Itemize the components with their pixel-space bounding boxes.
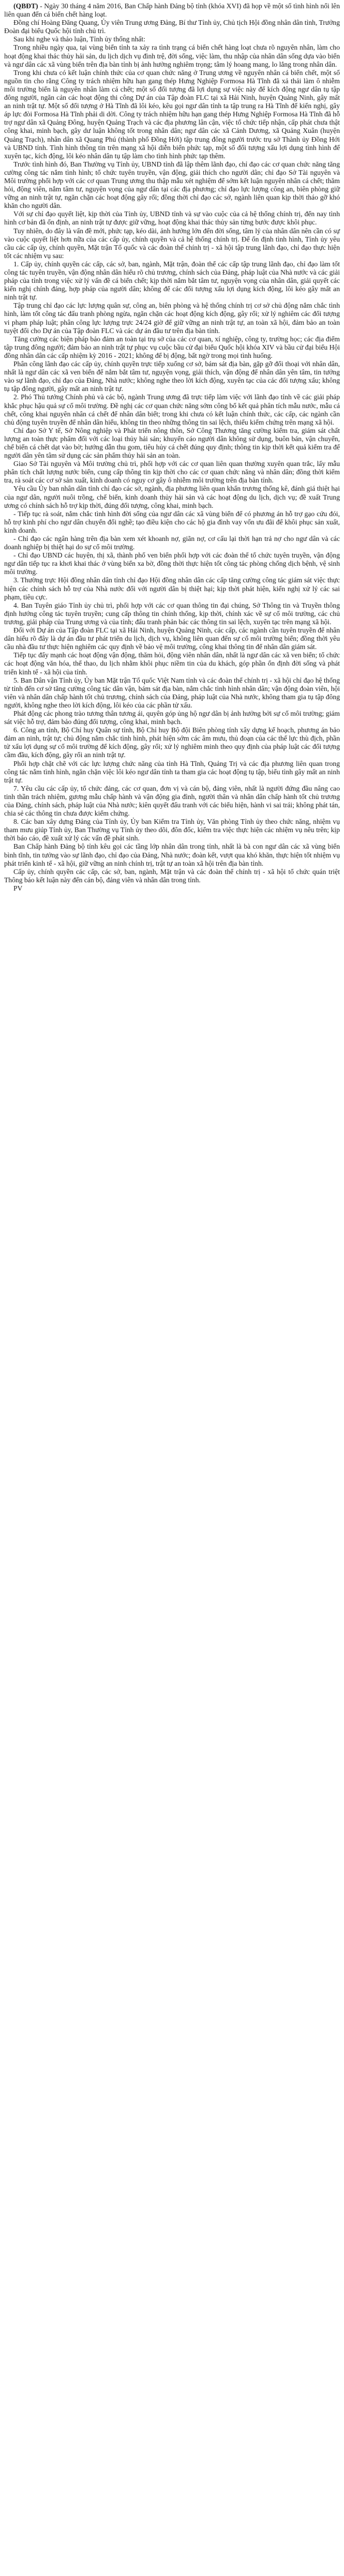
paragraph-text: Trước tình hình đó, Ban Thường vụ Tỉnh ủy, UBND tỉnh đã lập thêm lãnh đạo, chỉ đạo các cơ quan chức năng tăng cường công tác nắm tình hình; tổ chức tuyên truyền, vận động, giải thích cho người dân; chỉ đạo Sở Tài nguyên và Môi trường phối hợp với các cơ quan Trung ương thu thập mẫu xét nghiệm để sớm kết luận nguyên nhân cá chết; thăm hỏi, động viên, nắm tâm tư, nguyện vọng của ngư dân tại các địa phương; chỉ đạo lực lượng công an, biên phòng giữ vững an ninh trật tự, ngăn chặn các hoạt động gây rối; đồng thời chỉ đạo các sở, ngành liên quan kịp thời tháo gỡ khó khăn cho người dân. xyxy=(4,160,340,210)
article-paragraph xyxy=(4,69,340,160)
article-body xyxy=(4,2,340,893)
article-paragraph xyxy=(4,210,340,227)
article-paragraph xyxy=(4,726,340,759)
paragraph-text: Tập trung chỉ đạo các lực lượng quân sự, công an, biên phòng và hệ thống chính trị cơ sở chủ động nắm chắc tình hình, làm tốt công tác đấu tranh phòng ngừa, ngăn chặn các hoạt động kích động, gây rối; xử lý nghiêm các đối tượng vi phạm pháp luật; phân công lực lượng trực 24/24 giờ để giữ vững an ninh trật tự, an toàn xã hội, đảm bảo an toàn tuyệt đối cho Dự án của Tập đoàn FLC và các dự án đầu tư trên địa bàn tỉnh. xyxy=(4,302,340,335)
article-paragraph xyxy=(4,818,340,842)
article-paragraph xyxy=(4,360,340,393)
paragraph-text: 6. Công an tỉnh, Bộ Chỉ huy Quân sự tỉnh, Bộ Chỉ huy Bộ đội Biên phòng tỉnh xây dựng kế hoạch, phương án bảo đảm an ninh, trật tự; chủ động nắm chắc tình hình, phát hiện sớm các âm mưu, thủ đoạn của các thế lực thù địch, phần tử xấu lợi dụng sự cố môi trường để kích động, gây rối; xử lý nghiêm minh theo quy định của pháp luật các đối tượng cầm đầu, kích động, gây rối an ninh trật tự. xyxy=(4,726,340,759)
paragraph-text: Sau khi nghe và thảo luận, Tỉnh ủy thống nhất: xyxy=(13,35,145,43)
paragraph-text: Phối hợp chặt chẽ với các lực lượng chức năng của tỉnh Hà Tĩnh, Quảng Trị và các địa phương liên quan trong công tác nắm tình hình, ngăn chặn việc lôi kéo ngư dân tỉnh ta tham gia các hoạt động tụ tập, biểu tình gây mất an ninh trật tự. xyxy=(4,759,340,784)
paragraph-text: - Chỉ đạo các ngân hàng trên địa bàn xem xét khoanh nợ, giãn nợ, cơ cấu lại thời hạn trả nợ cho ngư dân và các doanh nghiệp bị thiệt hại do sự cố môi trường. xyxy=(4,535,340,551)
paragraph-text: 4. Ban Tuyên giáo Tỉnh ủy chủ trì, phối hợp với các cơ quan thông tin đại chúng, Sở Thông tin và Truyền thông định hướng công tác tuyên truyền; cung cấp thông tin chính thống, kịp thời, chính xác về sự cố môi trường, các chủ trương, giải pháp của Trung ương và của tỉnh; đấu tranh phản bác các thông tin sai lệch, xuyên tạc trên mạng xã hội. xyxy=(4,601,340,626)
paragraph-text: Tiếp tục đẩy mạnh các hoạt động vận động, thăm hỏi, động viên nhân dân, nhất là ngư dân các xã ven biển; tổ chức các hoạt động văn hóa, thể thao, du lịch nhằm khôi phục niềm tin của du khách, góp phần ổn định đời sống và phát triển kinh tế - xã hội của tỉnh. xyxy=(4,651,340,676)
paragraph-text: Trong nhiều ngày qua, tại vùng biển tỉnh ta xảy ra tình trạng cá biển chết hàng loạt chưa rõ nguyên nhân, làm cho hoạt động khai thác thủy hải sản, du lịch dịch vụ đình trệ, đời sống, việc làm, thu nhập của nhân dân sống dựa vào biển và ngư dân các xã vùng biển trên địa bàn tỉnh bị ảnh hưởng nghiêm trọng; tâm lý hoang mang, lo lắng trong nhân dân. xyxy=(4,43,340,68)
article-paragraph xyxy=(4,868,340,884)
paragraph-text: Cấp ủy, chính quyền các cấp, các sở, ban, ngành, Mặt trận và các đoàn thể chính trị - xã hội tổ chức quán triệt Thông báo kết luận này đến cán bộ, đảng viên và nhân dân trong tỉnh. xyxy=(4,867,340,884)
article-paragraph xyxy=(4,510,340,535)
paragraph-text: 1. Cấp ủy, chính quyền các cấp, các sở, ban, ngành, Mặt trận, đoàn thể các cấp tập trung lãnh đạo, chỉ đạo làm tốt công tác tuyên truyền, vận động nhân dân hiểu rõ chủ trương, chính sách của Đảng, pháp luật của Nhà nước và các giải pháp của tỉnh trong việc xử lý vấn đề cá biển chết; kịp thời nắm bắt tâm tư, nguyện vọng của nhân dân, giải quyết các kiến nghị chính đáng, hợp pháp của người dân; không để các đối tượng xấu lợi dụng kích động, lôi kéo gây mất an ninh trật tự. xyxy=(4,260,340,302)
article-paragraph xyxy=(4,227,340,260)
paragraph-text: Chỉ đạo Sở Y tế, Sở Nông nghiệp và Phát triển nông thôn, Sở Công Thương tăng cường kiểm tra, giám sát chất lượng an toàn thực phẩm đối với các loại thủy hải sản; khuyến cáo người dân không sử dụng, buôn bán, vận chuyển, chế biến cá chết dạt vào bờ; hướng dẫn thu gom, tiêu hủy cá chết đúng quy định; thông tin kịp thời kết quả kiểm tra để người dân yên tâm sử dụng các sản phẩm thủy hải sản an toàn. xyxy=(4,426,340,460)
lead-tag: (QBĐT) xyxy=(13,2,38,10)
article-paragraph xyxy=(4,551,340,576)
paragraph-text: - Tiếp tục rà soát, nắm chắc tình hình đời sống của ngư dân các xã vùng biển để có phương án hỗ trợ gạo cứu đói, hỗ trợ kinh phí cho ngư dân chuyển đổi nghề; tạo điều kiện cho các hộ gia đình vay vốn ưu đãi để khôi phục sản xuất, kinh doanh. xyxy=(4,509,340,534)
paragraph-text: 8. Các ban xây dựng Đảng của Tỉnh ủy, Ủy ban Kiểm tra Tỉnh ủy, Văn phòng Tỉnh ủy theo chức năng, nhiệm vụ tham mưu giúp Tỉnh ủy, Ban Thường vụ Tỉnh ủy theo dõi, đôn đốc, kiểm tra việc thực hiện các nhiệm vụ nêu trên; kịp thời báo cáo, đề xuất xử lý các vấn đề phát sinh. xyxy=(4,818,340,842)
paragraph-text: - Chỉ đạo UBND các huyện, thị xã, thành phố ven biển phối hợp với các đoàn thể tổ chức tuyên truyền, vận động ngư dân tiếp tục ra khơi khai thác ở vùng biển xa bờ, đồng thời thực hiện tốt công tác phòng chống dịch bệnh, vệ sinh môi trường. xyxy=(4,551,340,576)
paragraph-text: Với sự chỉ đạo quyết liệt, kịp thời của Tỉnh ủy, UBND tỉnh và sự vào cuộc của cả hệ thống chính trị, đến nay tình hình cơ bản đã ổn định, an ninh trật tự được giữ vững, hoạt động khai thác thủy sản từng bước được khôi phục. xyxy=(4,210,340,227)
article-paragraph xyxy=(4,2,340,19)
article-paragraph xyxy=(4,485,340,509)
author-signature: PV xyxy=(13,884,23,892)
article-paragraph xyxy=(4,335,340,360)
article-paragraph xyxy=(4,676,340,710)
article-paragraph xyxy=(4,460,340,485)
article-paragraph xyxy=(4,576,340,601)
article-paragraph xyxy=(4,43,340,68)
paragraph-text: 7. Yêu cầu các cấp ủy, tổ chức đảng, các cơ quan, đơn vị và cán bộ, đảng viên, nhất là người đứng đầu nâng cao tinh thần trách nhiệm, gương mẫu chấp hành và vận động gia đình, người thân và nhân dân chấp hành tốt chủ trương của Đảng, chính sách, pháp luật của Nhà nước; kiên quyết đấu tranh với các biểu hiện, hành vi sai trái; không phát tán, chia sẻ các thông tin chưa được kiểm chứng. xyxy=(4,784,340,818)
paragraph-text: Ban Chấp hành Đảng bộ tỉnh kêu gọi các tầng lớp nhân dân trong tỉnh, nhất là bà con ngư dân các xã vùng biển bình tĩnh, tin tưởng vào sự lãnh đạo, chỉ đạo của Đảng, Nhà nước; đoàn kết, vượt qua khó khăn, thực hiện tốt nhiệm vụ phát triển kinh tế - xã hội, giữ vững an ninh chính trị, trật tự an toàn xã hội trên địa bàn tỉnh. xyxy=(4,842,340,867)
article-paragraph xyxy=(4,160,340,210)
article-paragraph xyxy=(4,785,340,818)
article-paragraph xyxy=(4,601,340,626)
article-paragraph xyxy=(4,427,340,460)
article-paragraph xyxy=(4,260,340,302)
paragraph-text: Tăng cường các biện pháp bảo đảm an toàn tại trụ sở của các cơ quan, xí nghiệp, công ty, trường học; các địa điểm tập trung đông người; đảm bảo an ninh trật tự phục vụ cuộc bầu cử đại biểu Quốc hội khóa XIV và bầu cử đại biểu Hội đồng nhân dân các cấp nhiệm kỳ 2016 - 2021; không để bị động, bất ngờ trong mọi tình huống. xyxy=(4,335,340,359)
paragraph-text: Đồng chí Hoàng Đăng Quang, Ủy viên Trung ương Đảng, Bí thư Tỉnh ủy, Chủ tịch Hội đồng nhân dân tỉnh, Trưởng Đoàn đại biểu Quốc hội tỉnh chủ trì. xyxy=(4,19,340,35)
article-paragraph xyxy=(4,626,340,651)
article-paragraph xyxy=(4,535,340,551)
article-paragraph xyxy=(4,651,340,676)
article-paragraph xyxy=(4,302,340,335)
article-paragraph xyxy=(4,842,340,867)
paragraph-text: Phân công lãnh đạo các cấp ủy, chính quyền trực tiếp xuống cơ sở, bám sát địa bàn, gặp gỡ đối thoại với nhân dân, nhất là ngư dân các xã ven biển để nắm bắt tâm tư, nguyện vọng, giải thích, vận động để nhân dân yên tâm, tin tưởng vào sự lãnh đạo, chỉ đạo của Đảng, Nhà nước; không nghe theo lời kích động, xuyên tạc của các đối tượng xấu; không tụ tập đông người, gây mất an ninh trật tự. xyxy=(4,360,340,393)
paragraph-text: 5. Ban Dân vận Tỉnh ủy, Ủy ban Mặt trận Tổ quốc Việt Nam tỉnh và các đoàn thể chính trị - xã hội chỉ đạo hệ thống từ tỉnh đến cơ sở tăng cường công tác dân vận, bám sát địa bàn, nắm chắc tình hình nhân dân; vận động đoàn viên, hội viên và nhân dân chấp hành tốt chủ trương, chính sách của Đảng, pháp luật của Nhà nước, không tham gia tụ tập đông người, không nghe theo lời kích động, lôi kéo của các phần tử xấu. xyxy=(4,676,340,709)
article-paragraph xyxy=(4,19,340,35)
paragraph-text: Yêu cầu Ủy ban nhân dân tỉnh chỉ đạo các sở, ngành, địa phương liên quan khẩn trương thống kê, đánh giá thiệt hại của ngư dân, người nuôi trồng, chế biến, kinh doanh thủy hải sản và các hoạt động du lịch, dịch vụ; đề xuất Trung ương có chính sách hỗ trợ kịp thời, đúng đối tượng, công khai, minh bạch. xyxy=(4,485,340,509)
paragraph-text: Đối với Dự án của Tập đoàn FLC tại xã Hải Ninh, huyện Quảng Ninh, các cấp, các ngành cần tuyên truyền để nhân dân hiểu rõ đây là dự án đầu tư phát triển du lịch, dịch vụ, không liên quan đến sự cố môi trường biển; đồng thời yêu cầu nhà đầu tư thực hiện nghiêm các quy định về bảo vệ môi trường, công khai thông tin để nhân dân giám sát. xyxy=(4,626,340,651)
paragraph-text: 2. Phó Thủ tướng Chính phủ và các bộ, ngành Trung ương đã trực tiếp làm việc với lãnh đạo tỉnh về các giải pháp khắc phục hậu quả sự cố môi trường. Đề nghị các cơ quan chức năng sớm công bố kết quả phân tích mẫu nước, mẫu cá chết, công khai nguyên nhân cá chết để nhân dân biết; trong khi chưa có kết luận chính thức, các cấp, các ngành cần chủ động tuyên truyền để nhân dân hiểu, không tin theo những thông tin sai lệch, thiếu kiểm chứng trên mạng xã hội. xyxy=(4,393,340,426)
paragraph-text: 3. Thường trực Hội đồng nhân dân tỉnh chỉ đạo Hội đồng nhân dân các cấp tăng cường công tác giám sát việc thực hiện các chính sách hỗ trợ của Nhà nước đối với người dân bị thiệt hại; kịp thời phát hiện, kiến nghị xử lý các sai phạm, tiêu cực. xyxy=(4,576,340,601)
article-paragraph xyxy=(4,760,340,785)
paragraph-text: Giao Sở Tài nguyên và Môi trường chủ trì, phối hợp với các cơ quan liên quan thường xuyên quan trắc, lấy mẫu phân tích chất lượng nước biển, cung cấp thông tin kịp thời cho các cơ quan chức năng và nhân dân; đồng thời kiểm tra, rà soát các cơ sở sản xuất, kinh doanh có nguy cơ gây ô nhiễm môi trường trên địa bàn tỉnh. xyxy=(4,460,340,485)
article-paragraph xyxy=(4,393,340,426)
paragraph-text: Phát động các phong trào tương thân tương ái, quyên góp ủng hộ ngư dân bị ảnh hưởng bởi sự cố môi trường; giám sát việc hỗ trợ, đảm bảo đúng đối tượng, công khai, minh bạch. xyxy=(4,709,340,726)
article-paragraph xyxy=(4,710,340,726)
paragraph-text: Trong khi chưa có kết luận chính thức của cơ quan chức năng ở Trung ương về nguyên nhân cá biển chết, một số nguồn tin cho rằng Công ty trách nhiệm hữu hạn gang thép Hưng Nghiệp Formosa Hà Tĩnh đã xả thải làm ô nhiễm môi trường biển là nguyên nhân làm cá chết; một số đối tượng đã lợi dụng sự việc này để kích động ngư dân tụ tập đông người, ngăn cản các hoạt động thi công Dự án của Tập đoàn FLC tại xã Hải Ninh, huyện Quảng Ninh, gây mất an ninh trật tự. Một số đối tượng ở Hà Tĩnh đã lôi kéo, kêu gọi ngư dân tỉnh ta tập trung ra Hà Tĩnh để kiến nghị, gây áp lực đòi Formosa Hà Tĩnh phải di dời. Công ty trách nhiệm hữu hạn gang thép Hưng Nghiệp Formosa Hà Tĩnh đã hỗ trợ ngư dân xã Quảng Đông, huyện Quảng Trạch và các địa phương lân cận, việc tổ chức tiếp nhận, cấp phát chưa thật công khai, minh bạch, gây dư luận không tốt trong nhân dân; ngư dân các xã Cảnh Dương, xã Quảng Xuân (huyện Quảng Trạch), nhân dân xã Quang Phú (thành phố Đồng Hới) tập trung đông người trước trụ sở Thành ủy Đồng Hới và UBND tỉnh. Tình hình thông tin trên mạng xã hội diễn biến phức tạp, một số đối tượng xấu lợi dụng tình hình để xuyên tạc, kích động, lôi kéo nhân dân tụ tập làm cho tình hình phức tạp thêm. xyxy=(4,68,340,160)
paragraph-text: - Ngày 30 tháng 4 năm 2016, Ban Chấp hành Đảng bộ tỉnh (khóa XVI) đã họp về một số tình hình nổi lên liên quan đến cá biển chết hàng loạt. xyxy=(4,2,340,19)
article-paragraph xyxy=(4,35,340,43)
paragraph-text: Tuy nhiên, do đây là vấn đề mới, phức tạp, kéo dài, ảnh hưởng lớn đến đời sống, tâm lý của nhân dân nên cần có sự vào cuộc quyết liệt hơn nữa của các cấp ủy, chính quyền và cả hệ thống chính trị. Để ổn định tình hình, Tỉnh ủy yêu cầu các cấp ủy, chính quyền, Mặt trận Tổ quốc và các đoàn thể chính trị - xã hội tập trung lãnh đạo, chỉ đạo thực hiện tốt các nhiệm vụ sau: xyxy=(4,227,340,260)
